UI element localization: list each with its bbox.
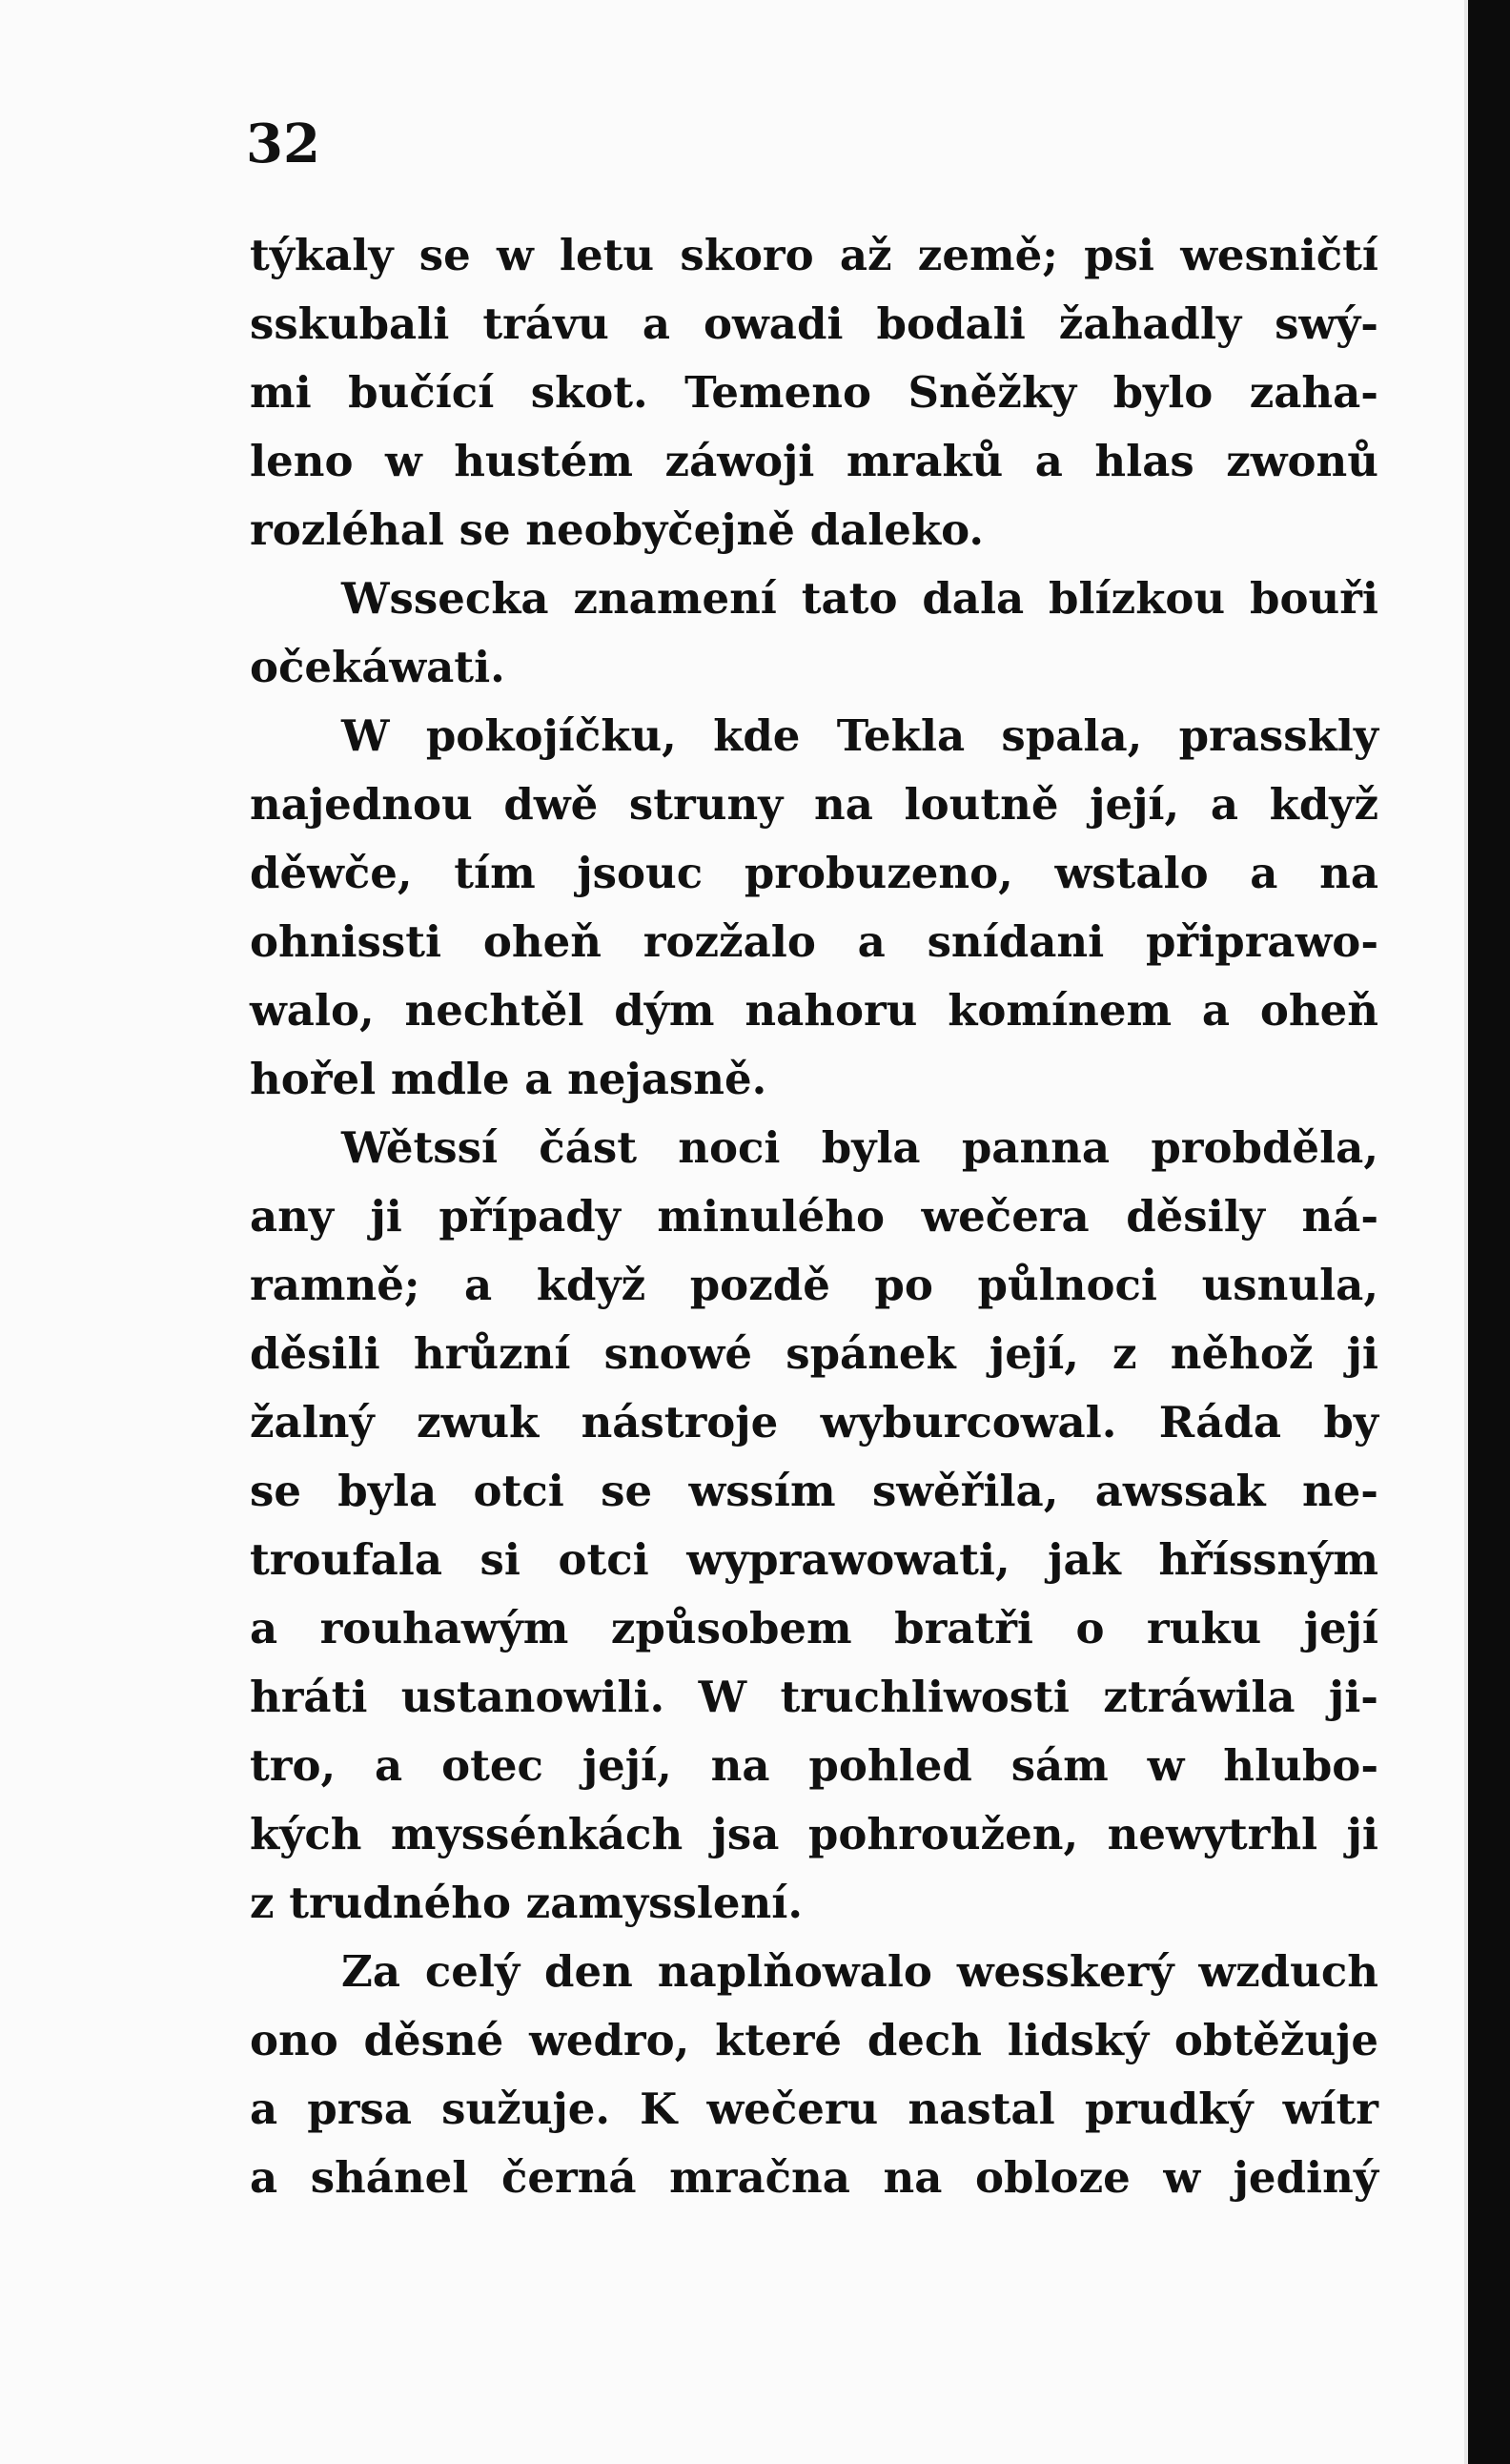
- text-line: hořel mdle a nejasně.: [250, 1054, 767, 1104]
- page-number: 32: [246, 113, 320, 175]
- text-line: tro, a otec její, na pohled sám w hlubo-: [250, 1740, 1378, 1791]
- text-line: a prsa sužuje. K wečeru nastal prudký wítr: [250, 2084, 1378, 2134]
- text-line: ohnissti oheň rozžalo a snídani připrawo-: [250, 916, 1378, 967]
- text-line: najednou dwě struny na loutně její, a když: [250, 779, 1378, 830]
- text-line: hráti ustanowili. W truchliwosti ztráwila ji-: [250, 1672, 1378, 1722]
- text-line: any ji případy minulého wečera děsily ná-: [250, 1191, 1378, 1242]
- text-line: žalný zwuk nástroje wyburcowal. Ráda by: [250, 1397, 1378, 1448]
- text-line: týkaly se w letu skoro až země; psi wesničtí: [250, 230, 1378, 280]
- text-line: se byla otci se wssím swěřila, awssak ne-: [250, 1466, 1378, 1516]
- scan-border: [1468, 0, 1510, 2464]
- text-line: Wětssí část noci byla panna probděla,: [341, 1122, 1378, 1173]
- text-line: sskubali trávu a owadi bodali žahadly swý-: [250, 298, 1378, 349]
- text-line: Za celý den naplňowalo wesskerý wzduch: [341, 1946, 1378, 1997]
- text-line: ono děsné wedro, které dech lidský obtěžuje: [250, 2015, 1378, 2065]
- text-line: děsili hrůzní snowé spánek její, z něhož ji: [250, 1328, 1378, 1379]
- text-line: očekáwati.: [250, 642, 505, 692]
- body-text: [250, 221, 1378, 2212]
- text-line: a shánel černá mračna na obloze w jediný: [250, 2152, 1378, 2203]
- text-line: walo, nechtěl dým nahoru komínem a oheň: [250, 985, 1378, 1036]
- text-line: ramně; a když pozdě po půlnoci usnula,: [250, 1260, 1378, 1310]
- text-line: W pokojíčku, kde Tekla spala, prasskly: [341, 710, 1378, 761]
- text-line: Wssecka znamení tato dala blízkou bouři: [341, 573, 1378, 624]
- text-line: troufala si otci wyprawowati, jak hříssným: [250, 1534, 1378, 1585]
- text-line: a rouhawým způsobem bratři o ruku její: [250, 1603, 1378, 1653]
- text-line: rozléhal se neobyčejně daleko.: [250, 504, 984, 555]
- text-line: leno w hustém záwoji mraků a hlas zwonů: [250, 436, 1378, 486]
- text-line: mi bučící skot. Temeno Sněžky bylo zaha-: [250, 367, 1378, 418]
- text-line: z trudného zamysslení.: [250, 1878, 803, 1928]
- text-line: děwče, tím jsouc probuzeno, wstalo a na: [250, 848, 1378, 898]
- text-line: kých myssénkách jsa pohroužen, newytrhl ji: [250, 1809, 1378, 1859]
